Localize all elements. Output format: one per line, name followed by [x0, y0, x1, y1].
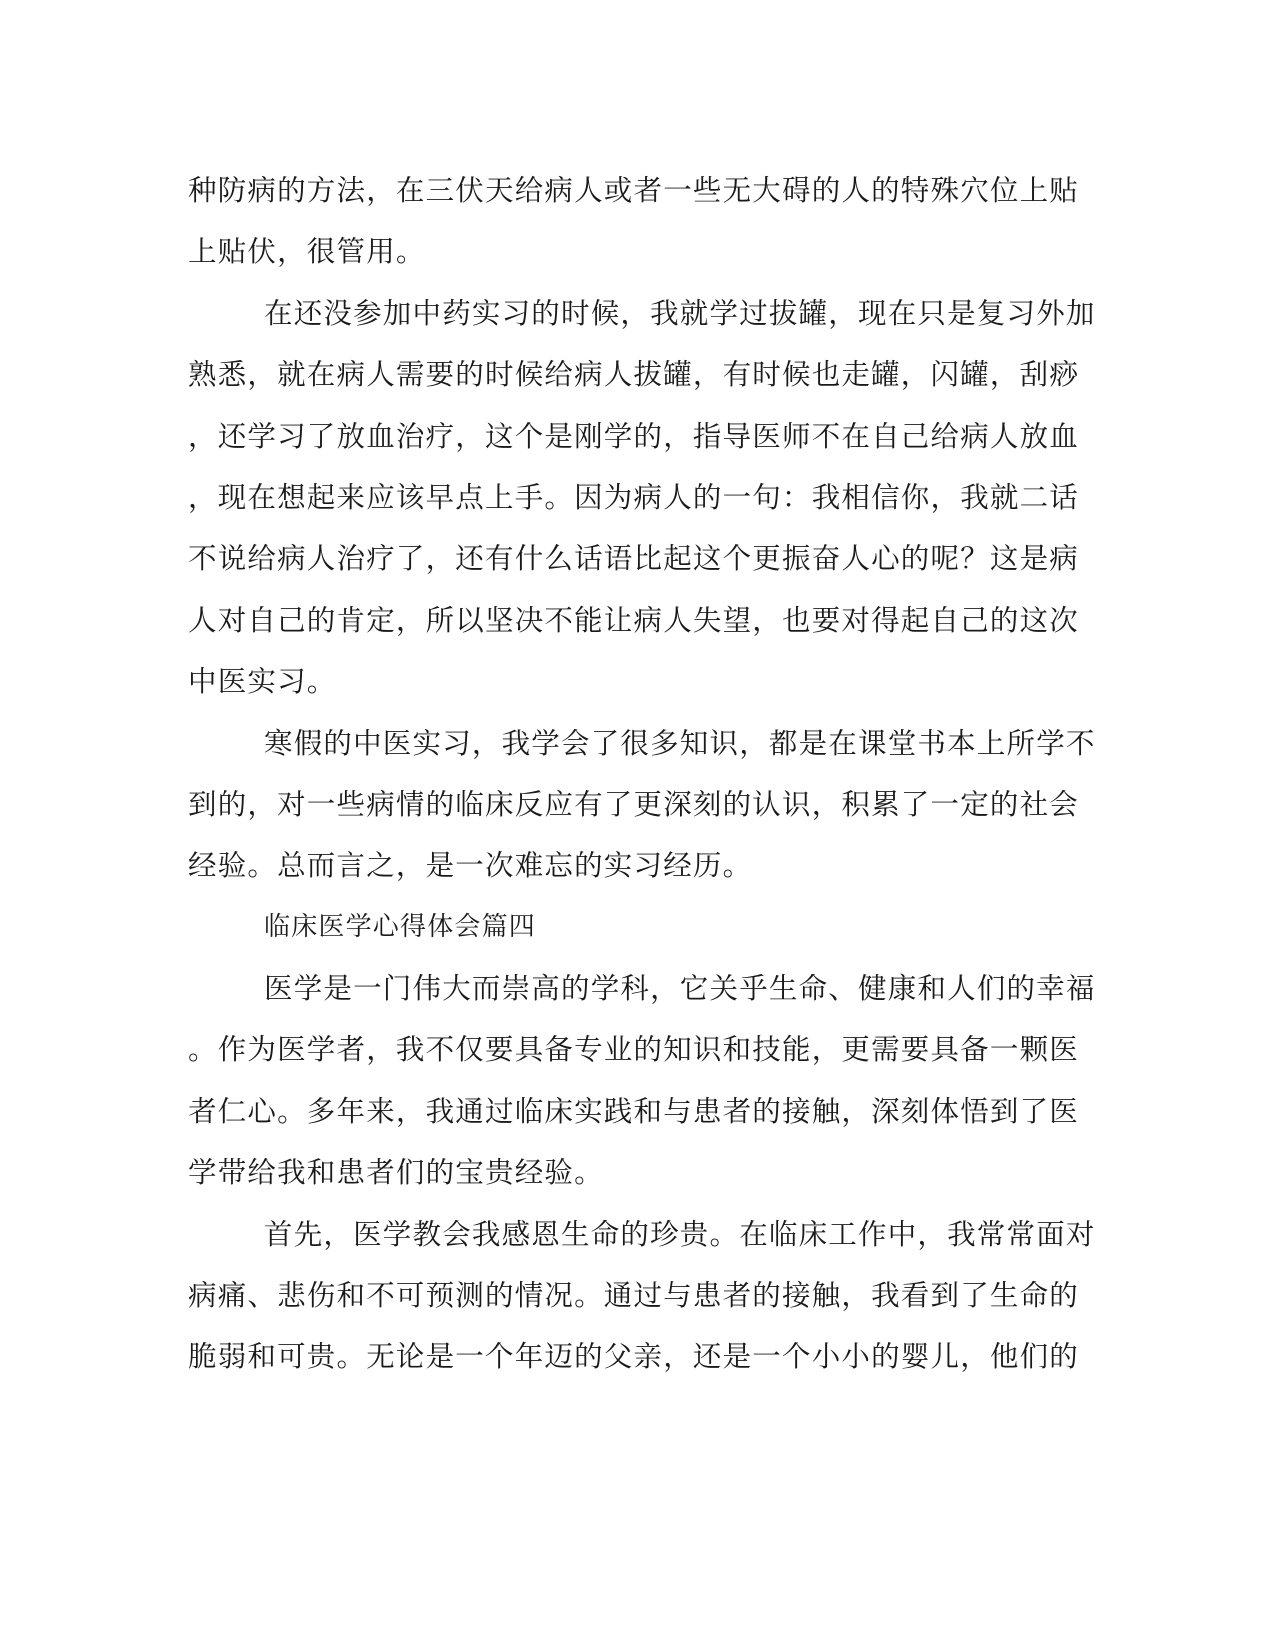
paragraph-start-line: 医学是一门伟大而崇高的学科，它关乎生命、健康和人们的幸福: [264, 972, 1096, 1006]
text-line: 学带给我和患者们的宝贵经验。: [188, 1156, 604, 1190]
text-line: ，现在想起来应该早点上手。因为病人的一句：我相信你，我就二话: [188, 480, 1080, 514]
paragraph-start-line: 寒假的中医实习，我学会了很多知识，都是在课堂书本上所学不: [264, 726, 1096, 760]
text-line: 熟悉，就在病人需要的时候给病人拔罐，有时候也走罐，闪罐，刮痧: [188, 358, 1080, 392]
text-line: 者仁心。多年来，我通过临床实践和与患者的接触，深刻体悟到了医: [188, 1094, 1080, 1128]
text-line: 中医实习。: [188, 665, 337, 699]
text-line: 脆弱和可贵。无论是一个年迈的父亲，还是一个小小的婴儿，他们的: [188, 1340, 1080, 1374]
paragraph-start-line: 首先，医学教会我感恩生命的珍贵。在临床工作中，我常常面对: [264, 1217, 1096, 1251]
text-line: 上贴伏，很管用。: [188, 235, 426, 269]
text-line: 种防病的方法，在三伏天给病人或者一些无大碍的人的特殊穴位上贴: [188, 174, 1080, 207]
text-line: 。作为医学者，我不仅要具备专业的知识和技能，更需要具备一颗医: [188, 1033, 1080, 1067]
section-heading: 临床医学心得体会篇四: [264, 911, 537, 942]
text-line: 不说给病人治疗了，还有什么话语比起这个更振奋人心的呢？这是病: [188, 542, 1080, 576]
paragraph-start-line: 在还没参加中药实习的时候，我就学过拔罐，现在只是复习外加: [264, 296, 1096, 330]
body-text: [188, 160, 1096, 1388]
text-line: 经验。总而言之，是一次难忘的实习经历。: [188, 849, 753, 883]
text-line: 到的，对一些病情的临床反应有了更深刻的认识，积累了一定的社会: [188, 787, 1080, 821]
text-line: 人对自己的肯定，所以坚决不能让病人失望，也要对得起自己的这次: [188, 603, 1080, 637]
text-line: 病痛、悲伤和不可预测的情况。通过与患者的接触，我看到了生命的: [188, 1279, 1080, 1313]
text-line: ，还学习了放血治疗，这个是刚学的，指导医师不在自己给病人放血: [188, 419, 1080, 453]
